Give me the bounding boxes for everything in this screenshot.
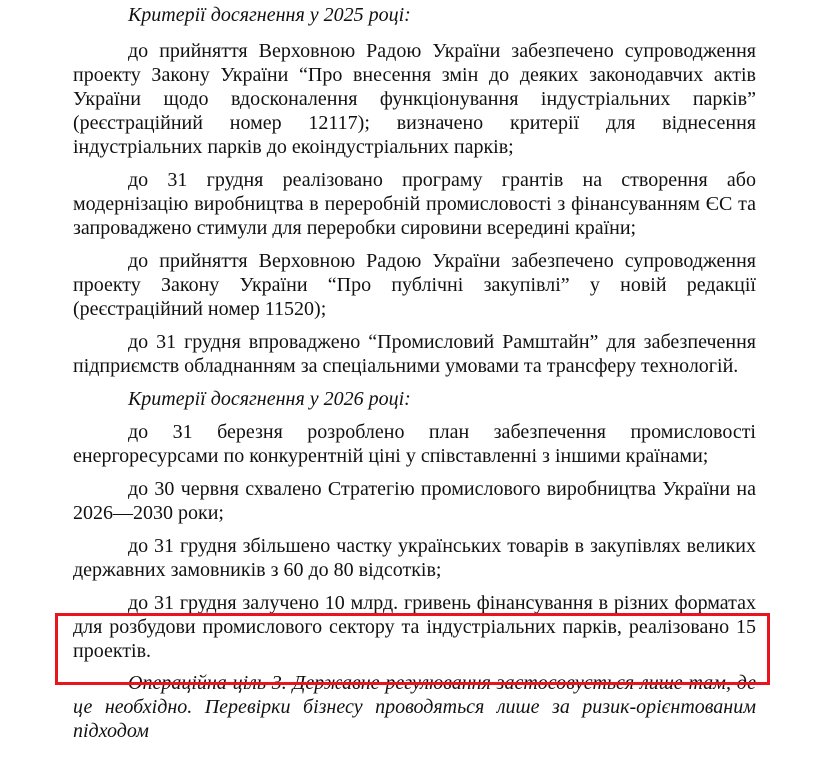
paragraph-industrial-strategy: до 30 червня схвалено Стратегію промислового виробництва України на 2026—2030 роки; [73, 478, 756, 524]
paragraph-grant-program: до 31 грудня реалізовано програму грантів на створення або модернізацію виробництва в переробній промисловості з фінансуванням ЄС та запроваджено стимули для переробки сировини всередині країни; [73, 169, 756, 239]
heading-2026-criteria: Критерії досягнення у 2026 році: [128, 388, 411, 410]
paragraph-procurement-share: до 31 грудня збільшено частку українських товарів в закупівлях великих державних замовників з 60 до 80 відсотків; [73, 535, 756, 581]
paragraph-energy-plan: до 31 березня розроблено план забезпечення промисловості енергоресурсами по конкурентній ціні у співставленні з іншими країнами; [73, 421, 756, 467]
operational-goal-3: Операційна ціль 3. Державне регулювання застосовується лише там, де це необхідно. Перевірки бізнесу проводяться лише за ризик-орієнтованим підходом [73, 672, 756, 742]
document-page [73, 0, 756, 743]
paragraph-industrial-ramstein: до 31 грудня впроваджено “Промисловий Рамштайн” для забезпечення підприємств обладнанням за спеціальними умовами та трансферу технологій. [73, 331, 756, 377]
paragraph-industrial-parks-law: до прийняття Верховною Радою України забезпечено супроводження проекту Закону України “Про внесення змін до деяких законодавчих актів України щодо вдосконалення функціонування індустріальних парків” (реєстраційний номер 12117); визначено критерії для віднесення індустріальних парків до екоіндустріальних парків; [73, 40, 756, 158]
paragraph-public-procurement-law: до прийняття Верховною Радою України забезпечено супроводження проекту Закону України “Про публічні закупівлі” у новій редакції (реєстраційний номер 11520); [73, 250, 756, 320]
paragraph-financing-highlighted: до 31 грудня залучено 10 млрд. гривень фінансування в різних форматах для розбудови промислового сектору та індустріальних парків, реалізовано 15 проектів. [73, 592, 756, 662]
heading-2025-criteria: Критерії досягнення у 2025 році: [128, 4, 411, 26]
